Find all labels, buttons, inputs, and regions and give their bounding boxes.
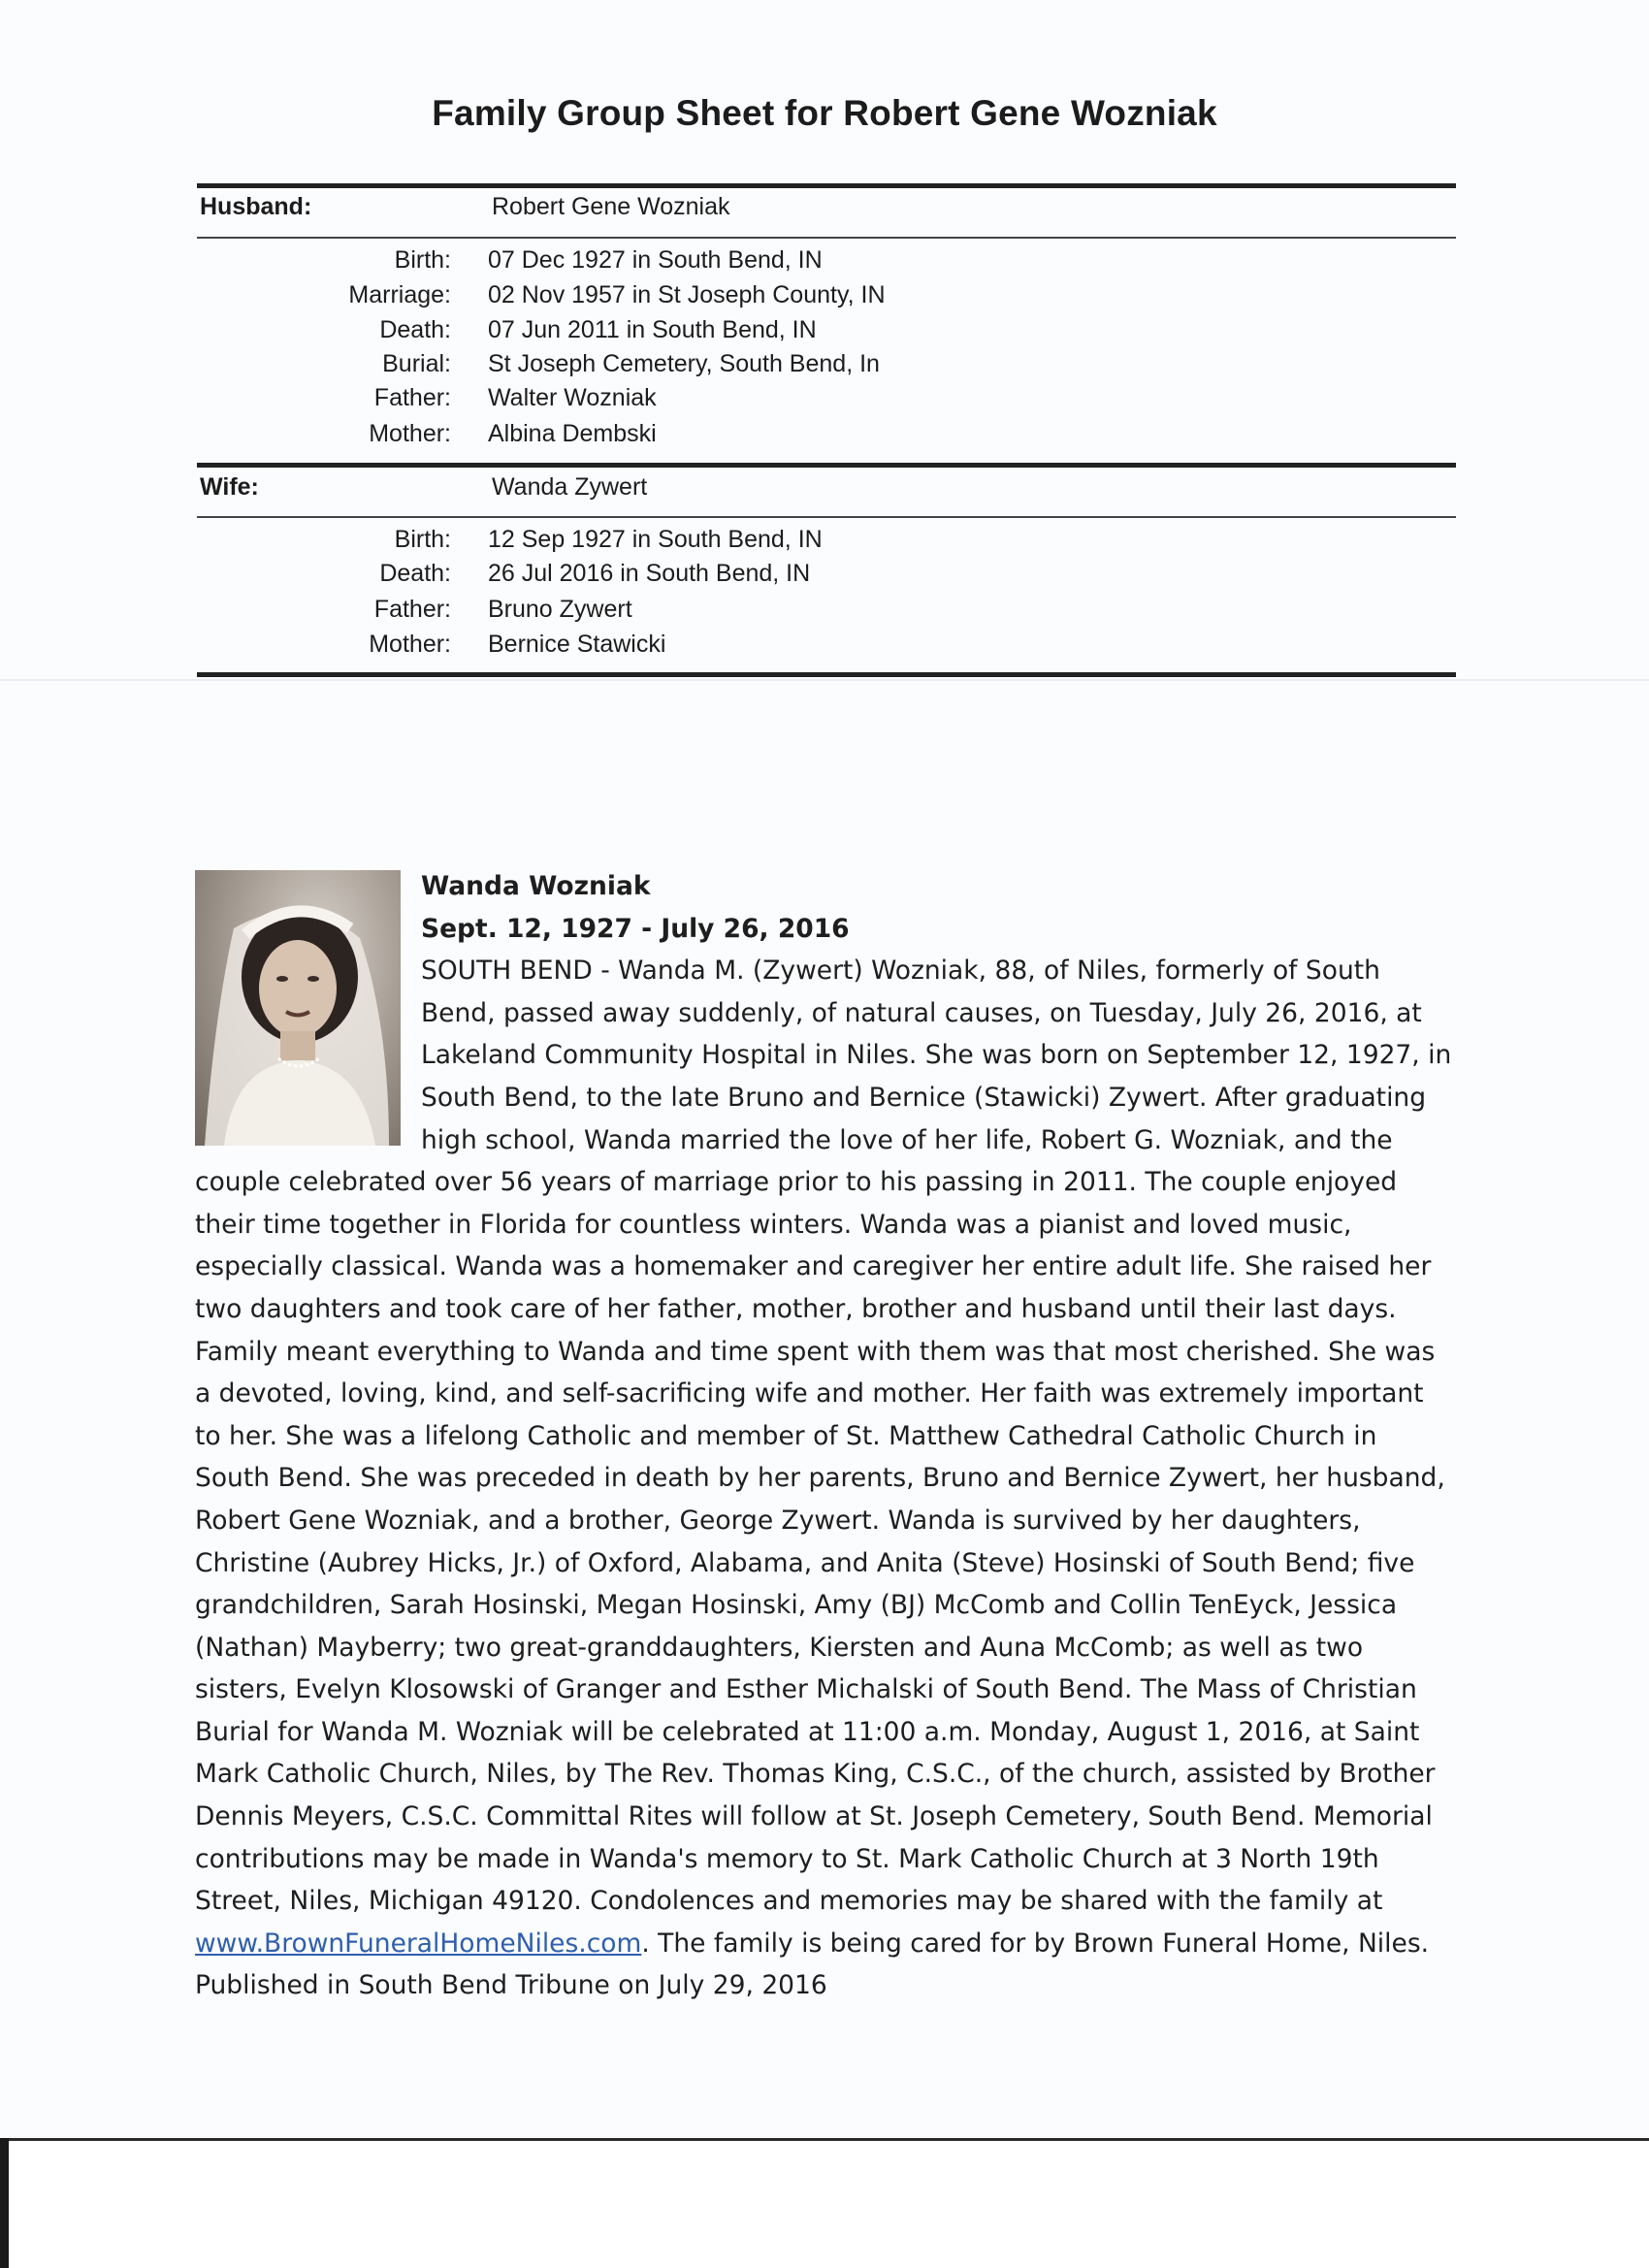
photo-spacer	[195, 865, 421, 1156]
fact-label: Death:	[379, 560, 451, 587]
scan-edge-line	[0, 2138, 1649, 2141]
fact-label: Father:	[373, 596, 451, 623]
obituary-body-end: . The family is being cared for by Brown Funeral Home, Niles. Published in South Bend Tribune on July 29, 2016	[195, 1928, 1430, 2001]
fact-value: Albina Dembski	[488, 420, 657, 447]
husband-marriage-row	[0, 281, 1455, 316]
fact-label: Father:	[373, 384, 451, 411]
fact-label: Burial:	[382, 350, 451, 377]
fact-label: Marriage:	[348, 281, 451, 308]
fact-label: Death:	[379, 316, 451, 343]
obituary-body: SOUTH BEND - Wanda M. (Zywert) Wozniak, 88, of Niles, formerly of South Bend, passed away suddenly, of natural causes, on Tuesday, July 26, 2016, at Lakeland Community Hospital in Niles. She was born on September 12, 1927, in South Bend, to the late Bruno and Bernice (Stawicki) Zywert. After graduating high school, Wanda married the love of her life, Robert G. Wozniak, and the couple celebrated over 56 years of marriage prior to his passing in 2011. The couple enjoyed their time together in Florida for countless winters. Wanda was a pianist and loved music, especially classical. Wanda was a homemaker and caregiver her entire adult life. She raised her two daughters and took care of her father, mother, brother and husband until their last days. Family meant everything to Wanda and time spent with them was that most cherished. She was a devoted, loving, kind, and self-sacrificing wife and mother. Her faith was extremely important to her. She was a lifelong Catholic and member of St. Matthew Cathedral Catholic Church in South Bend. She was preceded in death by her parents, Bruno and Bernice Zywert, her husband, Robert Gene Wozniak, and a brother, George Zywert. Wanda is survived by her daughters, Christine (Aubrey Hicks, Jr.) of Oxford, Alabama, and Anita (Steve) Hosinski of South Bend; five grandchildren, Sarah Hosinski, Megan Hosinski, Amy (BJ) McComb and Collin TenEyck, Jessica (Nathan) Mayberry; two great-granddaughters, Kiersten and Auna McComb; as well as two sisters, Evelyn Klosowski of Granger and Esther Michalski of South Bend. The Mass of Christian Burial for Wanda M. Wozniak will be celebrated at 11:00 a.m. Monday, August 1, 2016, at Saint Mark Catholic Church, Niles, by The Rev. Thomas King, C.S.C., of the church, assisted by Brother Dennis Meyers, C.S.C. Committal Rites will follow at St. Joseph Cemetery, South Bend. Memorial contributions may be made in Wanda's memory to St. Mark Catholic Church at 3 North 19th Street, Niles, Michigan 49120. Condolences and memories may be shared with the family at	[195, 956, 1452, 1917]
wife-mother-row	[0, 631, 1455, 665]
husband-death-row	[0, 316, 1455, 351]
fact-value: 07 Jun 2011 in South Bend, IN	[488, 316, 817, 343]
scan-left-edge	[0, 2138, 9, 2268]
wife-death-row	[0, 560, 1455, 595]
husband-father-row	[0, 384, 1455, 419]
fact-value: 07 Dec 1927 in South Bend, IN	[488, 246, 823, 274]
wife-father-row	[0, 596, 1455, 631]
fact-label: Mother:	[369, 631, 451, 658]
husband-label: Husband:	[200, 193, 312, 220]
fact-value: Walter Wozniak	[488, 384, 657, 411]
husband-name: Robert Gene Wozniak	[492, 193, 730, 220]
obituary-dates: Sept. 12, 1927 - July 26, 2016	[421, 913, 850, 944]
wife-top-rule	[197, 463, 1456, 468]
fact-label: Birth:	[394, 246, 451, 274]
husband-top-rule	[197, 183, 1456, 188]
wife-birth-row	[0, 526, 1455, 561]
wife-bottom-rule	[197, 672, 1456, 677]
sheet-title: Family Group Sheet for Robert Gene Wozniak	[432, 93, 1217, 133]
husband-name-rule	[197, 237, 1456, 239]
fact-label: Mother:	[369, 420, 451, 447]
funeral-home-link[interactable]: www.BrownFuneralHomeNiles.com	[195, 1928, 642, 1959]
fact-value: 02 Nov 1957 in St Joseph County, IN	[488, 281, 886, 308]
obituary-name: Wanda Wozniak	[421, 871, 651, 901]
fact-value: 12 Sep 1927 in South Bend, IN	[488, 526, 823, 553]
obituary	[195, 865, 1456, 2007]
husband-burial-row	[0, 350, 1455, 385]
wife-name-rule	[197, 516, 1456, 518]
page-fold	[0, 679, 1649, 681]
scanner-margin	[0, 2138, 1649, 2268]
husband-mother-row	[0, 420, 1455, 455]
fact-value: Bruno Zywert	[488, 596, 632, 623]
wife-name: Wanda Zywert	[492, 473, 648, 501]
fact-label: Birth:	[394, 526, 451, 553]
fact-value: St Joseph Cemetery, South Bend, In	[488, 350, 880, 377]
husband-birth-row	[0, 246, 1455, 281]
fact-value: Bernice Stawicki	[488, 631, 666, 658]
fact-value: 26 Jul 2016 in South Bend, IN	[488, 560, 811, 587]
wife-label: Wife:	[200, 473, 259, 501]
